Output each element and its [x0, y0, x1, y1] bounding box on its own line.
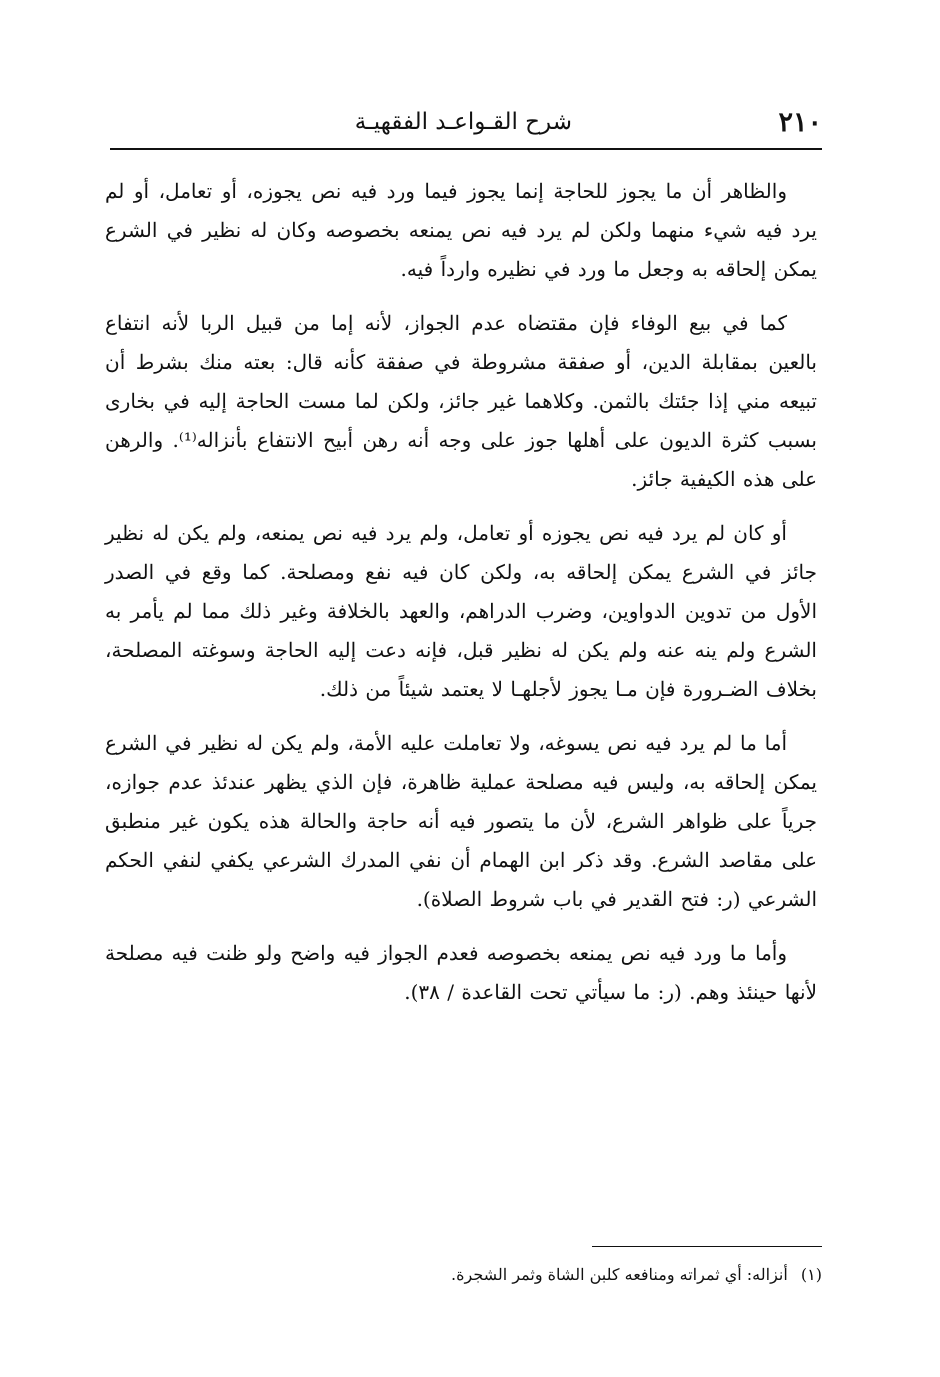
footnote-text: أنزاله: أي ثمراته ومنافعه كلبن الشاة وثمر الشجرة.	[451, 1265, 788, 1284]
running-header	[110, 105, 822, 145]
paragraph: أما ما لم يرد فيه نص يسوغه، ولا تعاملت عليه الأمة، ولم يكن له نظير في الشرع يمكن إلحاقه به، وليس فيه مصلحة عملية ظاهرة، فإن الذي يظهر عندئذ عدم جوازه، جرياً على ظواهر الشرع، لأن ما يتصور فيه أنه حاجة والحالة هذه يكون غير منطبق على مقاصد الشرع. وقد ذكر ابن الهمام أن نفي المدرك الشرعي يكفي لنفي الحكم الشرعي (ر: فتح القدير في باب شروط الصلاة).	[105, 731, 817, 911]
page-number: ٢١٠	[778, 107, 822, 138]
header-rule	[110, 148, 822, 150]
paragraph: كما في بيع الوفاء فإن مقتضاه عدم الجواز، لأنه إما من قبيل الربا لأنه انتفاع بالعين بمقابلة الدين، أو صفقة مشروطة في صفقة كأنه قال: بعته منك بشرط أن تبيعه مني إذا جئتك بالثمن. وكلاهما غير جائز، ولكن لما مست الحاجة إليه في بخارى بسبب كثرة الديون على أهلها جوز على وجه أنه رهن أبيح الانتفاع بأنزاله⁽¹⁾. والرهن على هذه الكيفية جائز.	[105, 311, 817, 491]
paragraph: والظاهر أن ما يجوز للحاجة إنما يجوز فيما ورد فيه نص يجوزه، أو تعامل، أو لم يرد فيه شيء منهما ولكن لم يرد فيه نص يمنعه بخصوصه وكان له نظير في الشرع يمكن إلحاقه به وجعل ما ورد في نظيره وارداً فيه.	[105, 179, 817, 281]
footnote-rule	[592, 1246, 822, 1247]
paragraph: وأما ما ورد فيه نص يمنعه بخصوصه فعدم الجواز فيه واضح ولو ظنت فيه مصلحة لأنها حينئذ وهم. (ر: ما سيأتي تحت القاعدة / ٣٨).	[105, 941, 817, 1004]
footnote	[222, 1262, 822, 1288]
paragraph: أو كان لم يرد فيه نص يجوزه أو تعامل، ولم يرد فيه نص يمنعه، ولم يكن له نظير جائز في الشرع يمكن إلحاقه به، ولكن كان فيه نفع ومصلحة. كما وقع في الصدر الأول من تدوين الدواوين، وضرب الدراهم، والعهد بالخلافة وغير ذلك مما لم يأمر به الشرع ولم ينه عنه ولم يكن له نظير قبل، فإنه دعت إليه الحاجة وسوغته المصلحة، بخلاف الضـرورة فإن مـا يجوز لأجلهـا لا يعتمد شيئاً من ذلك.	[105, 521, 818, 701]
body-text	[105, 172, 817, 1027]
footnote-marker: (١)	[800, 1265, 822, 1284]
book-title: شرح القـواعـد الفقهيـة	[354, 109, 572, 135]
